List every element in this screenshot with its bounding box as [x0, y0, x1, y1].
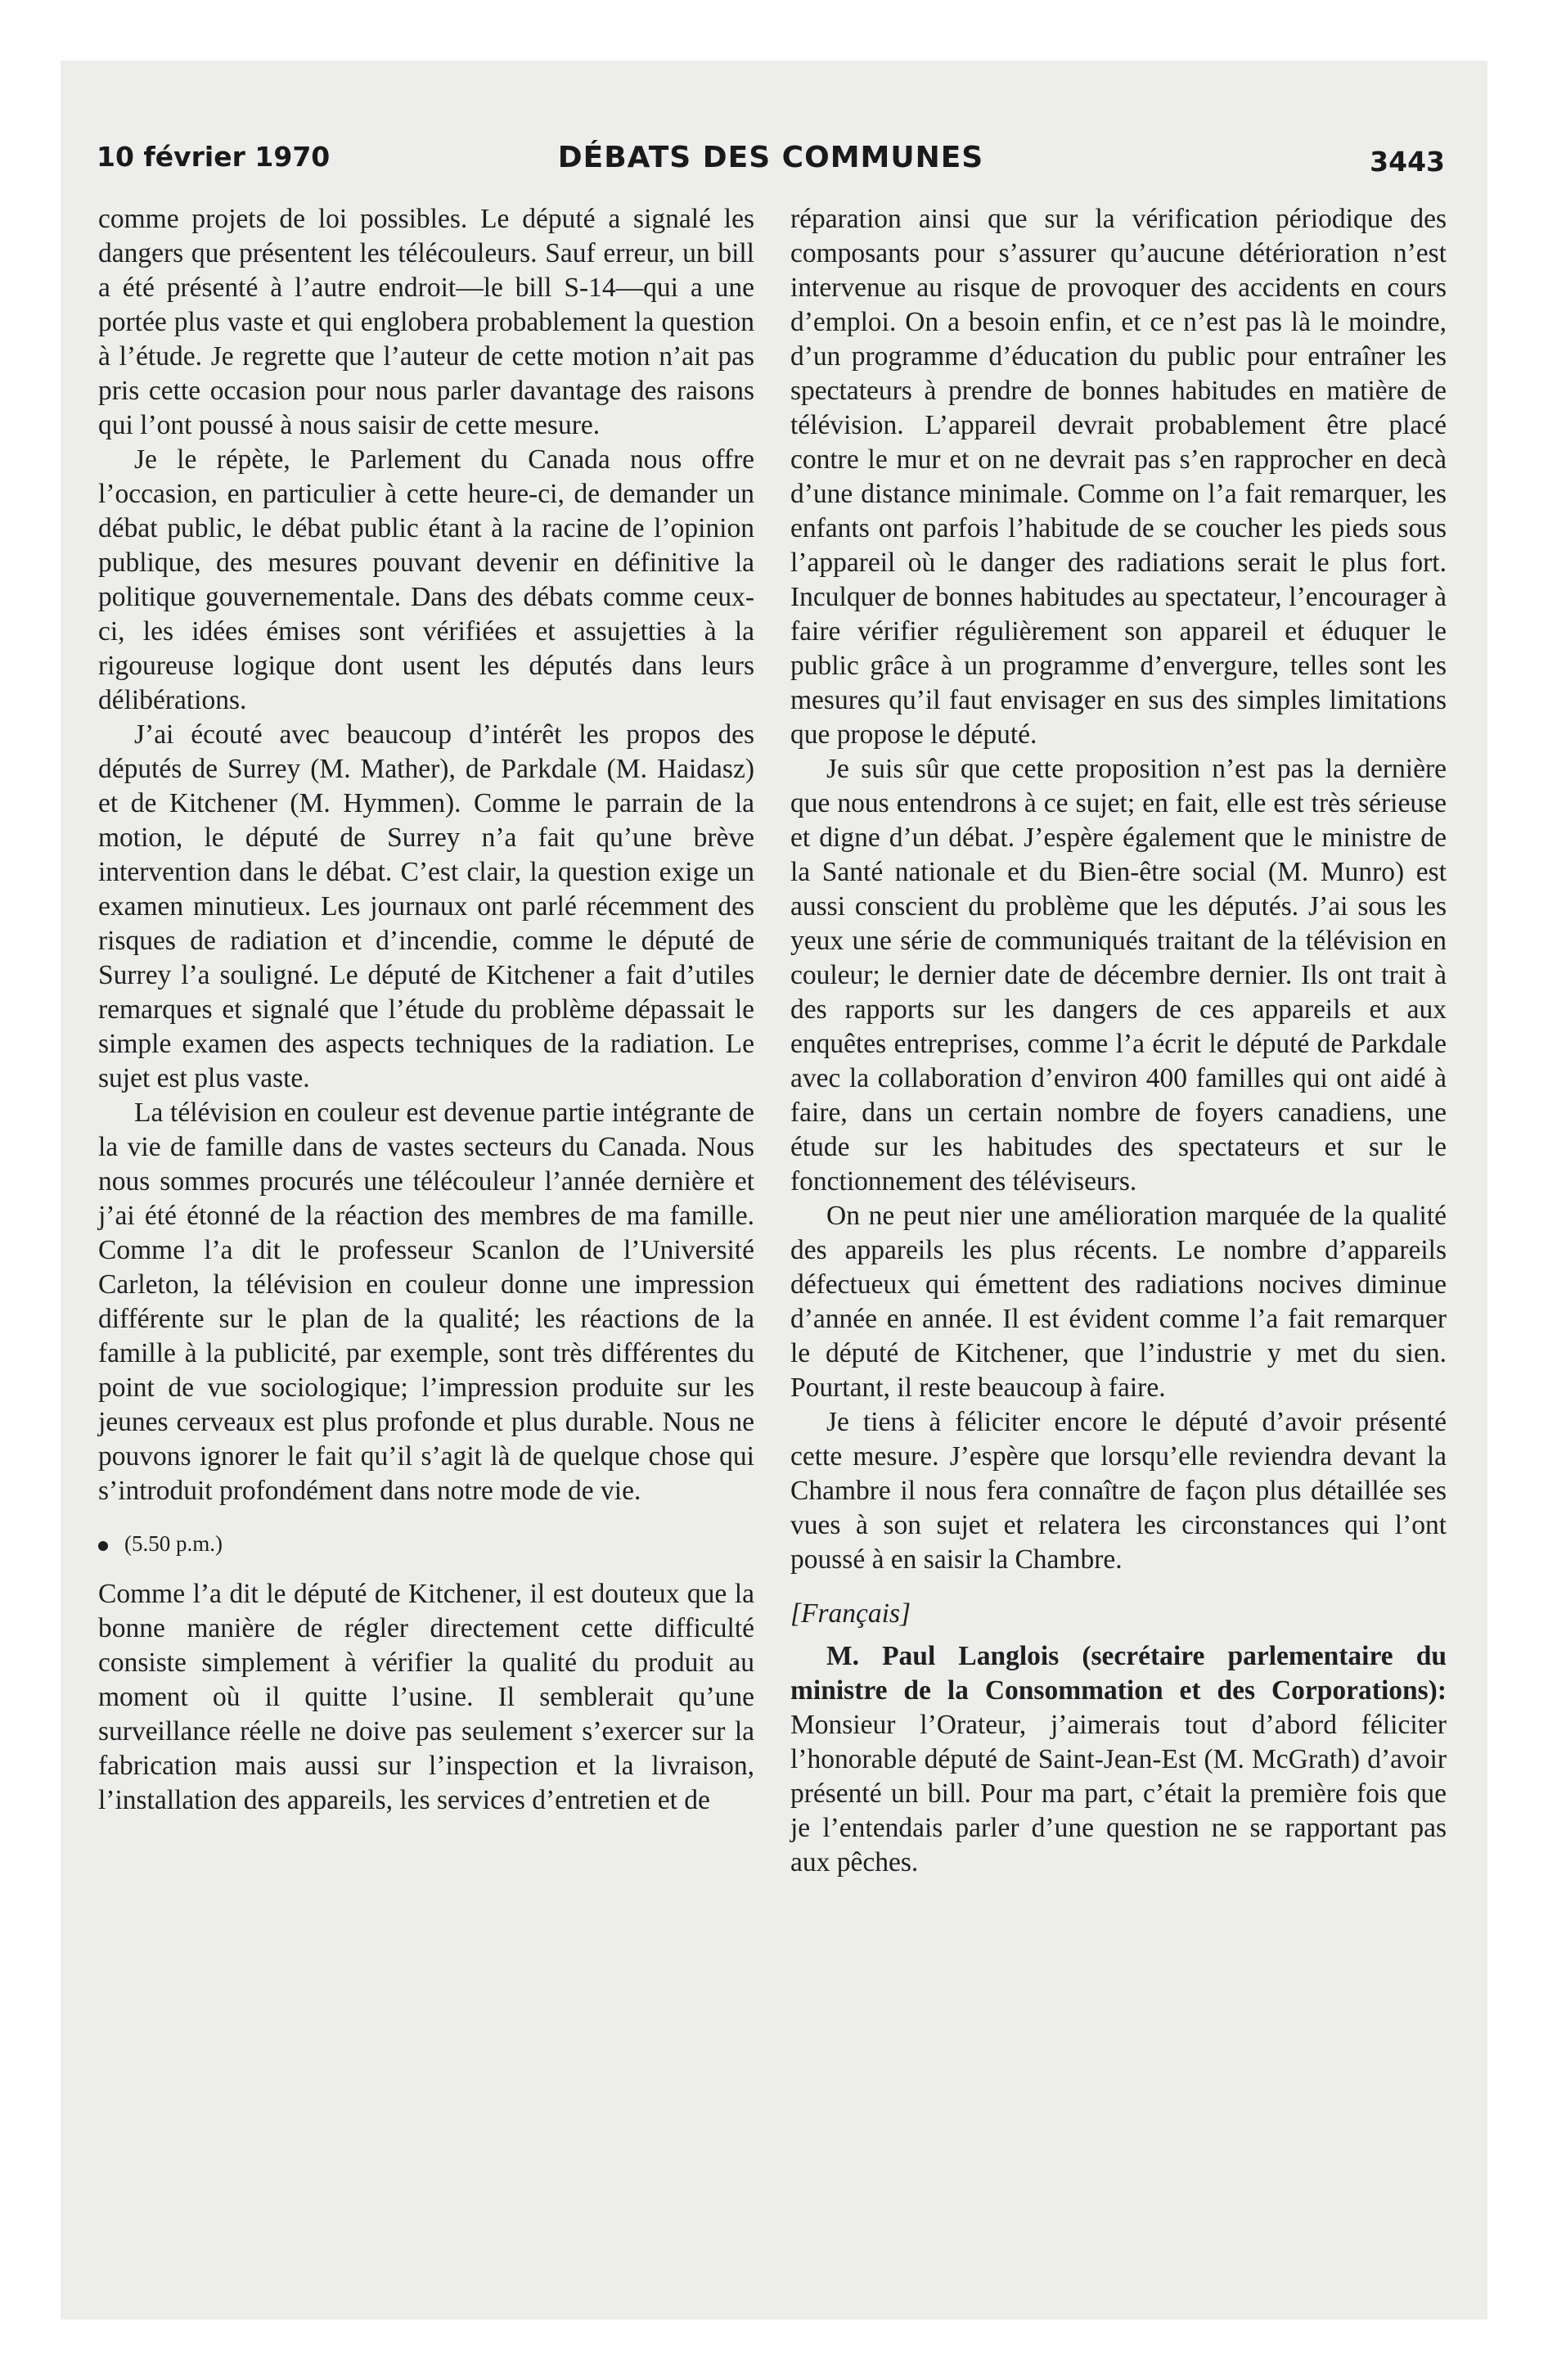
paragraph: J’ai écouté avec beaucoup d’intérêt les propos des députés de Surrey (M. Mather), de Parkdale (M. Haidasz) et de Kitchener (M. Hymmen). Comme le parrain de la motion, le député de Surrey n’a fait qu’une brève intervention dans le débat. C’est clair, la question exige un examen minutieux. Les journaux ont parlé récemment des risques de radiation et d’incendie, comme le député de Surrey l’a souligné. Le député de Kitchener a fait d’utiles remarques et signalé que l’étude du problème dépassait le simple examen des aspects techniques de la radiation. Le sujet est plus vaste.: [98, 719, 754, 1093]
header-page-number: 3443: [1370, 146, 1445, 178]
time-marker: [98, 1530, 754, 1557]
paragraph: réparation ainsi que sur la vérification périodique des composants pour s’assurer qu’aucune détérioration n’est intervenue au risque de provoquer des accidents en cours d’emploi. On a besoin enfin, et ce n’est pas là le moindre, d’un programme d’éducation du public pour entraîner les spectateurs à prendre de bonnes habitudes en matière de télévision. L’appareil devrait probablement être placé contre le mur et on ne devrait pas s’en rapprocher en decà d’une distance minimale. Comme on l’a fait remarquer, les enfants ont parfois l’habitude de se coucher les pieds sous l’appareil où le danger des radiations serait le plus fort. Inculquer de bonnes habitudes au spectateur, l’encourager à faire vérifier régulièrement son appareil et éduquer le public grâce à un programme d’envergure, telles sont les mesures qu’il faut envisager en sus des simples limitations que propose le député.: [790, 204, 1447, 750]
speaker-paragraph: [790, 1639, 1447, 1880]
paragraph: Je le répète, le Parlement du Canada nous offre l’occasion, en particulier à cette heure-ci, de demander un débat public, le débat public étant à la racine de l’opinion publique, des mesures pouvant devenir en définitive la politique gouvernementale. Dans des débats comme ceux-ci, les idées émises sont vérifiées et assujetties à la rigoureuse logique dont usent les députés dans leurs délibérations.: [98, 444, 754, 715]
bullet-icon: [98, 1541, 108, 1551]
paragraph: Comme l’a dit le député de Kitchener, il est douteux que la bonne manière de régler directement cette difficulté consiste simplement à vérifier la qualité du produit au moment où il quitte l’usine. Il semblerait qu’une surveillance réelle ne doive pas seulement s’exercer sur la fabrication mais aussi sur l’inspection et la livraison, l’installation des appareils, les services d’entretien et de: [98, 1579, 754, 1815]
time-marker-text: (5.50 p.m.): [124, 1531, 223, 1556]
speaker-name: M. Paul Langlois (secrétaire parlementaire du ministre de la Consommation et des Corporations):: [790, 1641, 1447, 1706]
paragraph: Je tiens à féliciter encore le député d’avoir présenté cette mesure. J’espère que lorsqu’elle reviendra devant la Chambre il nous fera connaître de façon plus détaillée ses vues à son sujet et relatera les circonstances qui l’ont poussé à en saisir la Chambre.: [790, 1407, 1447, 1575]
page-header: [97, 137, 1445, 178]
header-date: 10 février 1970: [97, 141, 331, 173]
language-marker: [Français]: [790, 1598, 911, 1629]
paragraph: On ne peut nier une amélioration marquée de la qualité des appareils les plus récents. Le nombre d’appareils défectueux qui émettent des radiations nocives diminue d’année en année. Il est évident comme l’a fait remarquer le député de Kitchener, que l’industrie y met du sien. Pourtant, il reste beaucoup à faire.: [790, 1201, 1447, 1403]
paragraph: Je suis sûr que cette proposition n’est pas la dernière que nous entendrons à ce sujet; en fait, elle est très sérieuse et digne d’un débat. J’espère également que le ministre de la Santé nationale et du Bien-être social (M. Munro) est aussi conscient du problème que les députés. J’ai sous les yeux une série de communiqués traitant de la télévision en couleur; le dernier date de décembre dernier. Ils ont trait à des rapports sur les dangers de ces appareils et aux enquêtes entreprises, comme l’a écrit le député de Parkdale avec la collaboration d’environ 400 familles qui ont aidé à faire, dans un certain nombre de foyers canadiens, une étude sur les habitudes des spectateurs et sur le fonctionnement des téléviseurs.: [790, 754, 1447, 1197]
speaker-text: Monsieur l’Orateur, j’aimerais tout d’abord féliciter l’honorable député de Saint-Jean-Est (M. McGrath) d’avoir présenté un bill. Pour ma part, c’était la première fois que je l’entendais parler d’une question ne se rapportant pas aux pêches.: [790, 1710, 1447, 1877]
paragraph: La télévision en couleur est devenue partie intégrante de la vie de famille dans de vastes secteurs du Canada. Nous nous sommes procurés une télécouleur l’année dernière et j’ai été étonné de la réaction des membres de ma famille. Comme l’a dit le professeur Scanlon de l’Université Carleton, la télévision en couleur donne une impression différente sur le plan de la qualité; les réactions de la famille à la publicité, par exemple, sont très différentes du point de vue sociologique; l’impression produite sur les jeunes cerveaux est plus profonde et plus durable. Nous ne pouvons ignorer le fait qu’il s’agit là de quelque chose qui s’introduit profondément dans notre mode de vie.: [98, 1098, 754, 1506]
header-title: DÉBATS DES COMMUNES: [557, 141, 984, 174]
left-column: [98, 202, 754, 1818]
right-column: [790, 202, 1447, 1880]
paragraph: comme projets de loi possibles. Le député a signalé les dangers que présentent les télécouleurs. Sauf erreur, un bill a été présenté à l’autre endroit—le bill S-14—qui a une portée plus vaste et qui englobera probablement la question à l’étude. Je regrette que l’auteur de cette motion n’ait pas pris cette occasion pour nous parler davantage des raisons qui l’ont poussé à nous saisir de cette mesure.: [98, 204, 754, 440]
